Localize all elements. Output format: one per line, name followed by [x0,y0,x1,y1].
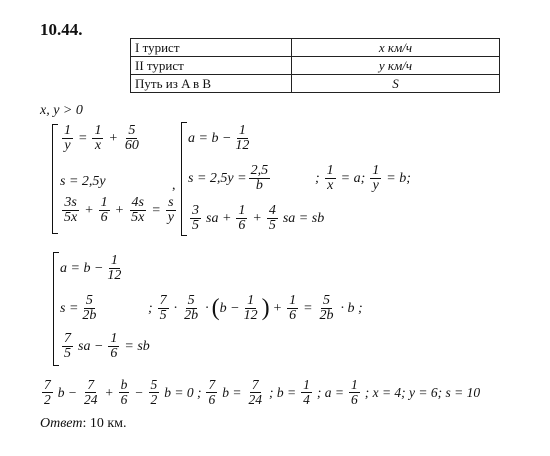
sys2-eq2: s = 2,5y = $\frac{2,5}{b}$ [188,163,269,193]
table-row [131,39,500,57]
table-row [131,57,500,75]
table-cell: I турист [131,39,292,57]
table-cell: y км/ч [292,57,500,75]
sys1-eq3: $\frac{3s}{5x}$ + $\frac{1}{6}$ + $\frac{4s}{5x}$ = $\frac{s}{y}$ [64,195,175,225]
sys3-eq3: $\frac{7}{5}$ sa − $\frac{1}{6}$ = sb [64,331,150,361]
answer-value: : 10 км. [82,416,127,431]
answer-label: Ответ [40,416,83,431]
table-cell: II турист [131,57,292,75]
sys3-eq2: s = $\frac{5}{2b}$ [60,293,97,323]
sys1-eq1: $\frac{1}{y}$ = $\frac{1}{x}$ + $\frac{5}{60}$ [64,123,139,153]
answer [40,416,127,432]
system-brace [181,122,187,236]
equation-line-4: $\frac{7}{2}$ b − $\frac{7}{24}$ + $\frac{b}{6}$ − $\frac{5}{2}$ b = 0 ; $\frac{7}{6}$ b = $\frac{7}{24}$ ; b = $\frac{1}{4}$ ; a = $\frac{1}{6}$ ; x = 4; y = 6; s = 10 [44,377,481,407]
sys3-eq1: a = b − $\frac{1}{12}$ [60,253,122,283]
table-cell: S [292,75,500,93]
data-table [130,38,500,93]
system-brace [53,252,59,366]
system-brace [52,124,58,234]
sys2-eq3: $\frac{3}{5}$ sa + $\frac{1}{6}$ + $\frac{4}{5}$ sa = sb [192,203,325,233]
table-row [131,75,500,93]
sys1-eq2: s = 2,5y [60,174,106,189]
substitution: ; $\frac{1}{x}$ = a; $\frac{1}{y}$ = b; [315,163,411,193]
problem-number: 10.44. [40,20,83,39]
sys2-eq1: a = b − $\frac{1}{12}$ [188,123,250,153]
table-cell: Путь из A в B [131,75,292,93]
equation-line-3: ; $\frac{7}{5}$ · $\frac{5}{2b}$ · ( b − $\frac{1}{12}$ ) + $\frac{1}{6}$ = $\frac{5}{2b}$ · b ; [148,293,363,323]
separator-comma: , [172,178,176,193]
table-cell: x км/ч [292,39,500,57]
condition: x, y > 0 [40,103,83,118]
